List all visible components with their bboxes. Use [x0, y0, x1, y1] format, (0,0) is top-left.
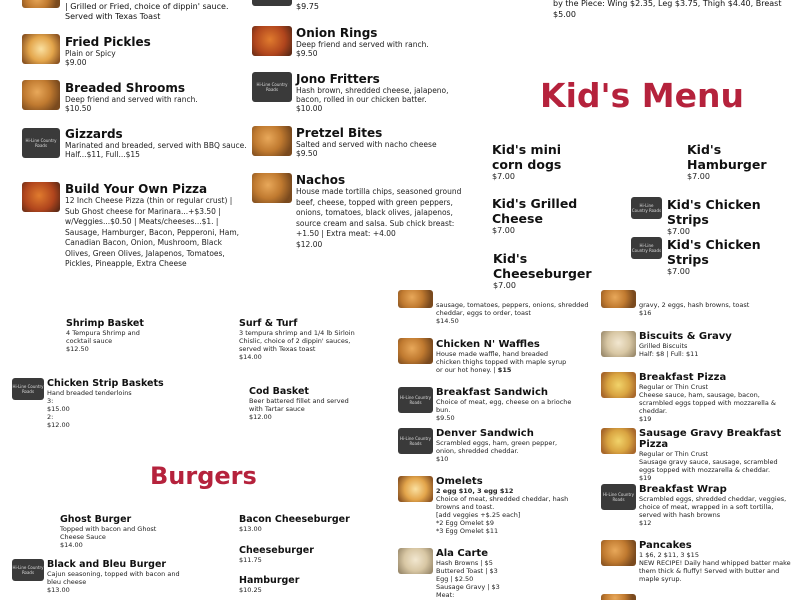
item-name: Breakfast Sandwich	[436, 387, 548, 398]
menu-item	[239, 514, 369, 533]
logo-image: Hi-Line Country Roads	[601, 484, 636, 510]
item-name: Kid's Hamburger	[687, 142, 767, 172]
item-desc: sausage, tomatoes, peppers, onions, shredded cheddar, eggs to order, toast	[436, 301, 589, 317]
menu-item	[639, 540, 791, 583]
kids-item	[667, 197, 797, 236]
food-image	[601, 290, 636, 308]
item-desc: NEW RECIPE! Daily hand whipped batter make them thick & fluffy! Served with butter and maple syrup.	[639, 559, 791, 583]
logo-image: Hi-Line Country Roads	[22, 128, 60, 158]
item-price: $10	[436, 455, 449, 463]
item-desc: Grilled Biscuits	[639, 342, 688, 350]
item-name: Kid's Chicken Strips	[667, 237, 761, 267]
item-name: Chicken Strip Baskets	[47, 378, 164, 389]
item-price: $7.00	[492, 172, 515, 181]
item-price: $7.00	[492, 226, 515, 235]
item-name: Cheeseburger	[239, 545, 314, 556]
item-desc: 12 Inch Cheese Pizza (thin or regular crust) | Sub Ghost cheese for Marinara...+$3.50 | w/Veggies...$0.50 | Meats/cheeses...$1. | Sausage, Hamburger, Bacon, Pepperoni, Ham, Canadian Bacon, Onion, Mushroom, Black Olives, Green Olives, Jalapenos, Tomatoes, Pickles, Pineapple, Extra Cheese	[65, 196, 240, 268]
item-name: Sausage Gravy Breakfast Pizza	[639, 428, 782, 450]
item-price: $10.50	[65, 104, 92, 113]
item-desc: 1 $6, 2 $11, 3 $15	[639, 551, 699, 559]
item-price: $16	[639, 309, 652, 317]
item-desc: *2 Egg Omelet $9	[436, 519, 495, 527]
item-name: Biscuits & Gravy	[639, 331, 732, 342]
item-desc: Meat:	[436, 591, 455, 599]
item-price: $10.00	[296, 104, 323, 113]
menu-item	[47, 559, 187, 594]
menu-item	[639, 484, 791, 527]
item-desc: *3 Egg Omelet $11	[436, 527, 499, 535]
food-image	[398, 548, 433, 574]
item-price: $14.00	[60, 541, 83, 549]
kids-item	[492, 196, 592, 235]
menu-item	[436, 428, 576, 463]
menu-item	[66, 318, 166, 353]
item-name: Build Your Own Pizza	[65, 182, 208, 196]
kids-item	[492, 142, 592, 181]
item-price: $10.25	[239, 586, 262, 594]
logo-image: Hi-Line Country Roads	[398, 428, 433, 454]
kids-item	[687, 142, 787, 181]
item-name: Fried Pickles	[65, 35, 151, 49]
item-desc: Cajun seasoning, topped with bacon and bleu cheese	[47, 570, 180, 586]
logo-image: Hi-Line Country Roads	[12, 378, 44, 400]
item-price: $11.75	[239, 556, 262, 564]
item-price: $13.00	[239, 525, 262, 533]
item-desc: Sausage Gravy | $3	[436, 583, 500, 591]
item-price: $19	[639, 415, 652, 423]
food-image	[601, 372, 636, 398]
food-image	[398, 290, 433, 308]
kids-item	[493, 251, 613, 290]
item-name: Shrimp Basket	[66, 318, 144, 329]
item-price: 3: $15.00 2: $12.00	[47, 397, 70, 429]
item-desc: Hash Browns | $5	[436, 559, 493, 567]
menu-item	[296, 126, 476, 158]
item-price: $19	[639, 474, 652, 482]
food-image	[398, 476, 433, 502]
item-price: $9.50	[296, 49, 318, 58]
menu-item	[639, 372, 789, 423]
item-price: $9.50	[296, 149, 318, 158]
menu-item	[249, 386, 364, 421]
food-image	[398, 338, 433, 364]
menu-item	[239, 318, 374, 361]
food-image	[601, 331, 636, 357]
item-name: Bacon Cheeseburger	[239, 514, 350, 525]
menu-item	[436, 339, 571, 374]
menu-item	[639, 428, 791, 482]
item-desc: Hand breaded tenderloins	[47, 389, 132, 397]
menu-item	[60, 514, 160, 549]
item-desc: Deep friend and served with ranch.	[65, 95, 198, 104]
logo-image: Hi-Line Country Roads	[12, 559, 44, 581]
menu-item	[436, 476, 588, 535]
item-name: Breaded Shrooms	[65, 81, 186, 95]
item-name: Chicken N' Waffles	[436, 339, 540, 350]
item-desc	[436, 350, 571, 374]
item-name: Omelets	[436, 476, 483, 487]
kids-menu-title: Kid's Menu	[540, 76, 744, 115]
menu-item	[639, 331, 789, 358]
food-image	[601, 594, 636, 600]
menu-item	[65, 127, 250, 159]
item-price: $13.00	[47, 586, 70, 594]
item-desc: Choice of meat, egg, cheese on a brioche bun.	[436, 398, 572, 414]
item-desc: Beer battered fillet and served with Tartar sauce	[249, 397, 349, 413]
item-name: Kid's Chicken Strips	[667, 197, 761, 227]
item-price: $12.00	[249, 413, 272, 421]
menu-item	[639, 301, 789, 317]
item-desc: Topped with bacon and Ghost Cheese Sauce	[60, 525, 157, 541]
item-price: $12	[639, 519, 652, 527]
item-name: Black and Bleu Burger	[47, 559, 167, 570]
item-desc: House made tortilla chips, seasoned ground beef, cheese, topped with green peppers, onions, tomatoes, black olives, jalapenos, source cream and salsa. Sub chick breast: +1.50 | Extra meat: +4.00	[296, 187, 462, 238]
item-name: Ala Carte	[436, 548, 488, 559]
logo-image: Hi-Line Country Roads	[631, 197, 662, 219]
item-desc: Salted and served with nacho cheese	[296, 140, 437, 149]
item-desc-text: House made waffle, hand breaded chicken thighs topped with maple syrup or our hot honey. |	[436, 350, 567, 374]
menu-item	[296, 173, 468, 249]
menu-item	[65, 81, 250, 113]
item-desc: 4 Tempura Shrimp and cocktail sauce	[66, 329, 140, 345]
food-image	[252, 126, 292, 156]
item-name: Nachos	[296, 173, 346, 187]
burgers-title: Burgers	[150, 462, 257, 490]
item-name: Breakfast Wrap	[639, 484, 727, 495]
item-name: Onion Rings	[296, 26, 378, 40]
item-desc: 2 egg $10, 3 egg $12	[436, 487, 514, 495]
top-left-desc: | Grilled or Fried, choice of dippin' sauce. Served with Texas Toast	[65, 2, 229, 21]
item-desc: Regular or Thin Crust	[639, 383, 709, 391]
item-price: $12.50	[66, 345, 89, 353]
item-desc: Regular or Thin Crust	[639, 450, 709, 458]
item-name: Breakfast Pizza	[639, 372, 727, 383]
item-name: Kid's Cheeseburger	[493, 251, 592, 281]
item-desc: Cheese sauce, ham, sausage, bacon, scrambled eggs topped with mozzarella & cheddar.	[639, 391, 776, 415]
top-right-desc: by the Piece: Wing $2.35, Leg $3.75, Thigh $4.40, Breast $5.00	[553, 0, 782, 19]
item-price: $9.50	[436, 414, 455, 422]
menu-item	[65, 182, 245, 270]
item-desc: Buttered Toast | $3	[436, 567, 498, 575]
item-name: Ghost Burger	[60, 514, 132, 525]
food-image	[22, 80, 60, 110]
menu-item	[296, 26, 476, 58]
item-price: $7.00	[667, 227, 690, 236]
food-image	[601, 428, 636, 454]
top-mid-price: $9.75	[296, 2, 319, 11]
food-image	[22, 34, 60, 64]
item-price: Half: $8 | Full: $11	[639, 350, 699, 358]
item-desc: gravy, 2 eggs, hash browns, toast	[639, 301, 750, 309]
item-name: Hamburger	[239, 575, 300, 586]
menu-item	[436, 301, 596, 325]
logo-image: Hi-Line Country Roads	[252, 72, 292, 102]
menu-item	[296, 72, 476, 113]
item-name: Kid's mini corn dogs	[492, 142, 562, 172]
kids-item	[667, 237, 797, 276]
item-desc: Deep friend and served with ranch.	[296, 40, 429, 49]
item-price: $14.00	[239, 353, 262, 361]
item-desc: Sausage gravy sauce, sausage, scrambled eggs topped with mozzarella & cheddar.	[639, 458, 778, 474]
item-name: Cod Basket	[249, 386, 309, 397]
item-desc: Choice of meat, shredded cheddar, hash browns and toast.	[436, 495, 569, 511]
item-desc: Egg | $2.50	[436, 575, 474, 583]
item-desc: [add veggies +$.25 each]	[436, 511, 521, 519]
item-name: Denver Sandwich	[436, 428, 534, 439]
item-price: $7.00	[667, 267, 690, 276]
item-desc: Marinated and breaded, served with BBQ sauce. Half...$11, Full...$15	[65, 141, 247, 159]
item-desc: 3 tempura shrimp and 1/4 lb Sirloin Chislic, choice of 2 dippin' sauces, served with Texas toast	[239, 329, 355, 353]
item-price: $15	[497, 366, 512, 374]
item-desc: Scrambled eggs, shredded cheddar, veggies, choice of meat, wrapped in a soft tortilla, served with hash browns	[639, 495, 787, 519]
item-name: Pretzel Bites	[296, 126, 383, 140]
food-image	[601, 540, 636, 566]
menu-item	[239, 575, 369, 594]
item-desc: Scrambled eggs, ham, green pepper, onion, shredded cheddar.	[436, 439, 558, 455]
food-image	[22, 182, 60, 212]
item-desc: Plain or Spicy	[65, 49, 116, 58]
item-price: $7.00	[687, 172, 710, 181]
item-price: $12.00	[296, 239, 323, 249]
item-price: $7.00	[493, 281, 516, 290]
logo-image: Hi-Line Country Roads	[398, 387, 433, 413]
food-image	[252, 173, 292, 203]
item-price: $14.50	[436, 317, 459, 325]
item-name: Pancakes	[639, 540, 692, 551]
item-name: Jono Fritters	[296, 72, 380, 86]
item-name: Kid's Grilled Cheese	[492, 196, 578, 226]
menu-item	[47, 378, 167, 429]
logo-image: Hi-Line Country Roads	[631, 237, 662, 259]
item-name: Surf & Turf	[239, 318, 298, 329]
item-price: $9.00	[65, 58, 87, 67]
menu-item	[65, 35, 250, 67]
menu-item	[436, 387, 586, 422]
menu-item	[239, 545, 369, 564]
food-image	[22, 0, 60, 8]
food-image	[252, 26, 292, 56]
item-desc: Hash brown, shredded cheese, jalapeno, bacon, rolled in our chicken batter.	[296, 86, 449, 104]
menu-item	[436, 548, 546, 599]
item-name: Gizzards	[65, 127, 123, 141]
logo-image	[252, 0, 292, 6]
